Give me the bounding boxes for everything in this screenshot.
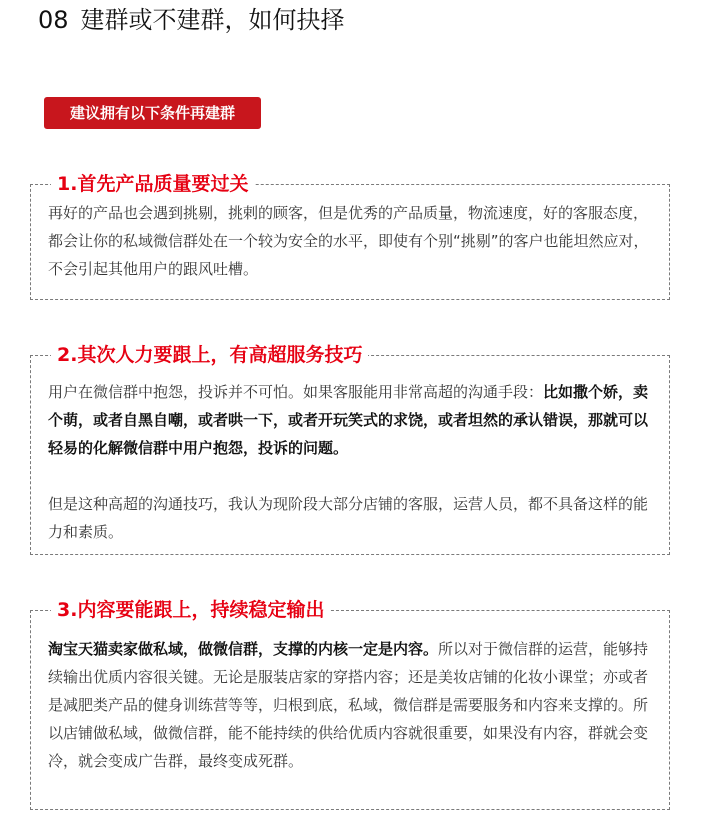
section-number: 08 <box>38 6 69 34</box>
condition-title: 2.其次人力要跟上，有高超服务技巧 <box>51 342 368 368</box>
condition-box-service-skills <box>30 344 670 555</box>
condition-text: 再好的产品也会遇到挑剔，挑剌的顾客，但是优秀的产品质量，物流速度，好的客服态度，都会让你的私域微信群处在一个较为安全的水平，即使有个别“挑剔”的客户也能坦然应对，不会引起其他用户的跟风吐槽。 <box>48 204 649 278</box>
condition-text-plain: 所以对于微信群的运营，能够持续输出优质内容很关键。无论是服装店家的穿搭内容；还是美妆店铺的化妆小课堂；亦或者是减肥类产品的健身训练营等等，归根到底，私域，微信群是需要服务和内容来支撑的。所以店铺做私域，做微信群，能不能持续的供给优质内容就很重要，如果没有内容，群就会变冷，就会变成广告群，最终变成死群。 <box>48 640 649 770</box>
conditions-tag: 建议拥有以下条件再建群 <box>44 97 261 129</box>
page-title <box>38 4 345 36</box>
condition-text <box>48 635 660 775</box>
condition-text <box>48 378 660 546</box>
condition-title: 1.首先产品质量要过关 <box>51 171 254 197</box>
condition-text-plain: 用户在微信群中抱怨，投诉并不可怕。如果客服能用非常高超的沟通手段： <box>48 383 544 401</box>
condition-box-content-output <box>30 599 670 810</box>
condition-text-bold: 比如撒个娇，卖个萌，或者自黑自嘲，或者哄一下，或者开玩笑式的求饶，或者坦然的承认错误，那就可以轻易的化解微信群中用户抱怨，投诉的问题。 <box>48 383 649 457</box>
paragraph-gap <box>48 462 660 490</box>
section-heading: 建群或不建群，如何抉择 <box>80 6 345 34</box>
condition-text-bold: 淘宝天猫卖家做私域，做微信群，支撑的内核一定是内容。 <box>48 640 439 658</box>
condition-box-product-quality <box>30 173 670 300</box>
condition-text-second: 但是这种高超的沟通技巧，我认为现阶段大部分店铺的客服，运营人员，都不具备这样的能力和素质。 <box>48 495 649 541</box>
condition-title: 3.内容要能跟上，持续稳定输出 <box>51 597 330 623</box>
